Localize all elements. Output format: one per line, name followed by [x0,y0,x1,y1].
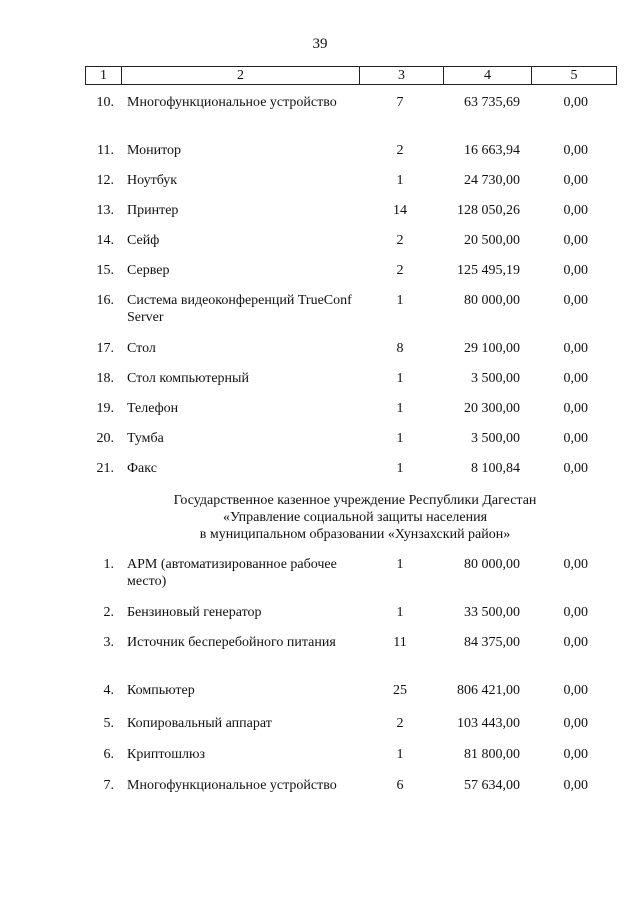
item-col5: 0,00 [563,461,588,476]
item-col5: 0,00 [563,605,588,620]
row-number: 21. [96,461,114,476]
item-name: Ноутбук [127,173,178,188]
item-name: Многофункциональное устройство [127,778,337,793]
item-col5: 0,00 [563,263,588,278]
item-quantity: 25 [393,683,407,698]
item-quantity: 6 [396,778,404,793]
item-name: Тумба [127,431,164,446]
item-sum: 16 663,94 [464,143,520,158]
item-quantity: 7 [396,95,404,110]
item-quantity: 1 [396,557,404,572]
item-sum: 84 375,00 [464,635,520,650]
item-sum: 57 634,00 [464,778,520,793]
item-name: Стол компьютерный [127,371,249,386]
item-col5: 0,00 [563,747,588,762]
column-header-1: 1 [86,67,122,85]
item-col5: 0,00 [563,173,588,188]
item-quantity: 11 [393,635,407,650]
row-number: 7. [103,778,114,793]
item-name: АРМ (автоматизированное рабочее место) [127,557,337,589]
item-quantity: 14 [393,203,407,218]
item-col5: 0,00 [563,431,588,446]
item-quantity: 2 [396,263,404,278]
row-number: 18. [96,371,114,386]
item-quantity: 1 [396,371,404,386]
item-quantity: 1 [396,293,404,308]
item-col5: 0,00 [563,203,588,218]
row-number: 3. [103,635,114,650]
row-number: 14. [96,233,114,248]
column-header-table [85,66,617,85]
item-quantity: 2 [396,233,404,248]
item-col5: 0,00 [563,293,588,308]
item-col5: 0,00 [563,371,588,386]
item-quantity: 2 [396,143,404,158]
row-number: 13. [96,203,114,218]
item-col5: 0,00 [563,557,588,572]
item-sum: 24 730,00 [464,173,520,188]
item-sum: 128 050,26 [457,203,520,218]
row-number: 2. [103,605,114,620]
item-sum: 20 300,00 [464,401,520,416]
section-heading-line: в муниципальном образовании «Хунзахский район» [199,527,511,542]
item-name: Факс [127,461,157,476]
item-quantity: 1 [396,431,404,446]
column-header-3: 3 [360,67,444,85]
item-quantity: 1 [396,605,404,620]
item-col5: 0,00 [563,233,588,248]
item-sum: 81 800,00 [464,747,520,762]
row-number: 1. [103,557,114,572]
item-name: Монитор [127,143,182,158]
item-name: Сервер [127,263,170,278]
item-quantity: 1 [396,401,404,416]
row-number: 5. [103,716,114,731]
item-sum: 3 500,00 [471,431,520,446]
item-quantity: 1 [396,747,404,762]
item-name: Стол [127,341,156,356]
item-name: Криптошлюз [127,747,206,762]
item-col5: 0,00 [563,95,588,110]
row-number: 10. [96,95,114,110]
item-name: Телефон [127,401,179,416]
item-quantity: 2 [396,716,404,731]
item-name: Система видеоконференций TrueConf Server [127,293,352,325]
column-header-5: 5 [532,67,617,85]
item-name: Сейф [127,233,160,248]
item-sum: 8 100,84 [471,461,520,476]
item-col5: 0,00 [563,341,588,356]
item-name: Многофункциональное устройство [127,95,337,110]
row-number: 15. [96,263,114,278]
item-quantity: 1 [396,173,404,188]
row-number: 11. [97,143,114,158]
column-header-row [86,67,617,85]
row-number: 17. [96,341,114,356]
item-sum: 103 443,00 [457,716,520,731]
column-header-4: 4 [444,67,532,85]
item-sum: 33 500,00 [464,605,520,620]
item-sum: 80 000,00 [464,293,520,308]
item-name: Компьютер [127,683,195,698]
row-number: 20. [96,431,114,446]
row-number: 4. [103,683,114,698]
row-number: 6. [103,747,114,762]
item-col5: 0,00 [563,401,588,416]
item-quantity: 1 [396,461,404,476]
row-number: 16. [96,293,114,308]
section-heading [110,492,600,543]
item-sum: 80 000,00 [464,557,520,572]
item-sum: 806 421,00 [457,683,520,698]
item-sum: 125 495,19 [457,263,520,278]
item-quantity: 8 [396,341,404,356]
item-col5: 0,00 [563,143,588,158]
item-name: Бензиновый генератор [127,605,262,620]
row-number: 19. [96,401,114,416]
item-name: Принтер [127,203,179,218]
page-number: 39 [312,36,328,52]
row-number: 12. [96,173,114,188]
item-sum: 3 500,00 [471,371,520,386]
item-col5: 0,00 [563,716,588,731]
item-col5: 0,00 [563,683,588,698]
item-col5: 0,00 [563,635,588,650]
section-heading-line: «Управление социальной защиты населения [222,510,488,525]
item-name: Источник бесперебойного питания [127,635,336,650]
item-sum: 29 100,00 [464,341,520,356]
item-sum: 63 735,69 [464,95,520,110]
item-name: Копировальный аппарат [127,716,272,731]
column-header-2: 2 [122,67,360,85]
section-heading-line: Государственное казенное учреждение Республики Дагестан [173,493,537,508]
item-col5: 0,00 [563,778,588,793]
item-sum: 20 500,00 [464,233,520,248]
